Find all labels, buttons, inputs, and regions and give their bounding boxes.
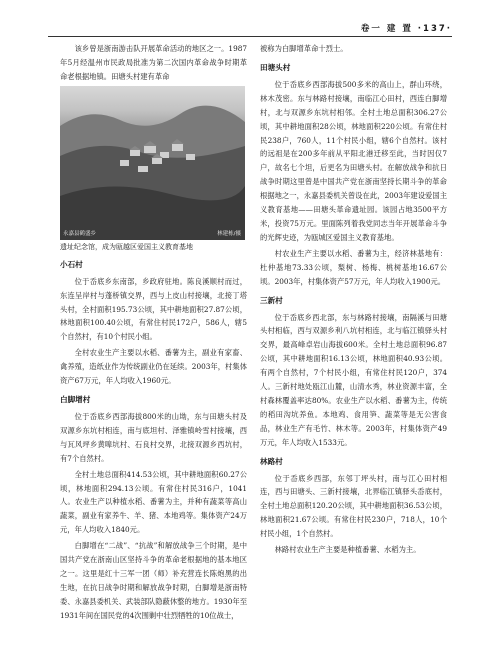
section-paragraph: 全村土地总面积414.53公顷，其中耕地面积60.27公顷，林地面积294.13公顷。有常住村民316户，1041人。农业生产以种植水稻、番薯为主，并种有蔬菜等高山蔬菜，副业有家养牛、羊、猪、本地鸡等。集体资产24万元，年人均收入1840元。 bbox=[60, 469, 247, 535]
photo-author: 林建栋/摄 bbox=[217, 230, 241, 237]
header-rule bbox=[48, 36, 452, 37]
right-column bbox=[260, 42, 447, 559]
section-title: 小石村 bbox=[60, 259, 83, 269]
page-number: ·137· bbox=[417, 24, 452, 34]
photo-credit: 永嘉县鹤盛乡 bbox=[63, 230, 97, 237]
section-paragraph: 位于岙底乡西部海拔800米的山坳，东与田塘头村及双源乡东坑村相连，南与底坦村、泽雅镇岭雪村接壤，西与瓦风坪乡黄嗥坑村、石良村交界，北接双源乡西坑村，有7个自然村。 bbox=[60, 411, 247, 463]
section-paragraph: 白脚增在“二战”、“抗战”和解放战争三个时期，是中国共产党在浙南山区坚持斗争的革命老根据地的基本地区之一。这里是红十三军一团（师）补充营连长陈炮黑的出生地，在抗日战争时期和解放战争时期，白脚增是浙南特委、永嘉县委机关、武装部队隐蔽休整的地方。1930年至1931年间在国民党的4次围剿中壮烈牺牲的10位战士， bbox=[60, 541, 247, 620]
left-column bbox=[60, 42, 247, 625]
section-paragraph: 位于岙底乡西北部，东与林路村接壤，南隔溪与田塘头村相临，西与双源乡利八坑村相连，北与临江镇驿头村交界，最高峰卓岩山海拔600米。全村土地总面积96.87公顷，其中耕地面积16.13公顷，林地面积40.93公顷。有两个自然村，7个村民小组，有常住村民120户，374人。三新村地处瓯江山麓，山清水秀，林业资源丰富，全村森林覆盖率达80%。农业生产以水稻、番薯为主，传统的稻田沟坑养鱼。本地鸡、食用笋、蔬菜等是无公害食品，林业生产有毛竹、林木等。2003年，村集体资产49万元，年人均收入1533元。 bbox=[260, 312, 447, 447]
village-photo bbox=[60, 86, 245, 240]
continued-paragraph: 被称为白脚增革命十烈士。 bbox=[260, 44, 348, 53]
section-paragraph: 位于岙底乡西部海拔500多米的高山上，群山环绕，林木茂密。东与林路村接壤，南临江心田村，西连白脚增村，北与双源乡东坑村相邻。全村土地总面积306.27公顷，其中耕地面积28公顷，林地面积220公顷。有常住村民238户，760人，11个村民小组，辖6个自然村。该村的远祖是在200多年前从平阳北港迁移至此，当时因仅7户，故名七个坦，后更名为田塘头村。在解放战争和抗日战争时期这里曾是中国共产党在浙南坚持长期斗争的革命根据地之一，永嘉县委机关曾设在此，2003年建设爱国主义教育基地——田塘头革命遗址园。该园占地3500平方米，投资75万元。里面陈列着我党同志当年开展革命斗争的光辉史迹，为瓯城区爱国主义教育基地。 bbox=[260, 79, 447, 242]
intro-paragraph: 该乡曾是浙南游击队开展革命活动的地区之一。1987年5月经温州市民政局批准为第二次国内革命战争时期革命老根据地镇。田塘头村建有革命 bbox=[60, 44, 247, 81]
section-title: 林路村 bbox=[260, 456, 283, 466]
section-paragraph: 位于岙底乡东南部，乡政府驻地。陈良溪顺村而过，东连呈岸村与蓬桥镇交界，西与上皮山村接壤，北接丁塔头村，全村面积195.73公顷，其中耕地面积27.87公顷，林地面积100.40公顷，有常住村民172户，586人，辖5个自然村，有10个村民小组。 bbox=[60, 276, 247, 342]
running-header bbox=[361, 22, 452, 34]
section-paragraph: 全村农业生产主要以水稻、番薯为主，副业有家畜、禽养殖，造纸业作为传统副业仍在延续。2003年，村集体资产67万元，年人均收入1960元。 bbox=[60, 348, 247, 386]
section-title: 田塘头村 bbox=[260, 62, 291, 72]
section-paragraph: 林路村农业生产主要是种植番薯、水稻为主。 bbox=[274, 545, 421, 555]
section-paragraph: 位于岙底乡西部，东邻丁坪头村，南与江心田村相连，西与田塘头、三新村接壤，北界临江镇驿头岙底村，全村土地总面积120.20公顷，其中耕地面积36.53公顷，林地面积21.67公顷。有常住村民230户，718人，10个村民小组，1个自然村。 bbox=[260, 473, 447, 539]
photo-caption: 遗址纪念馆，成为瓯越区爱国主义教育基地 bbox=[60, 242, 193, 251]
section-title: 三新村 bbox=[260, 295, 283, 305]
section-paragraph: 村农业生产主要以水稻、番薯为主，经济林基地有：杜仲基地73.33公顷，梨树、杨梅、桃树基地16.67公顷。2003年，村集体资产57万元，年人均收入1900元。 bbox=[260, 248, 447, 286]
chapter-title: 卷一 建 置 bbox=[360, 24, 413, 34]
section-title: 白脚增村 bbox=[60, 394, 91, 404]
photo-illustration bbox=[60, 86, 245, 240]
